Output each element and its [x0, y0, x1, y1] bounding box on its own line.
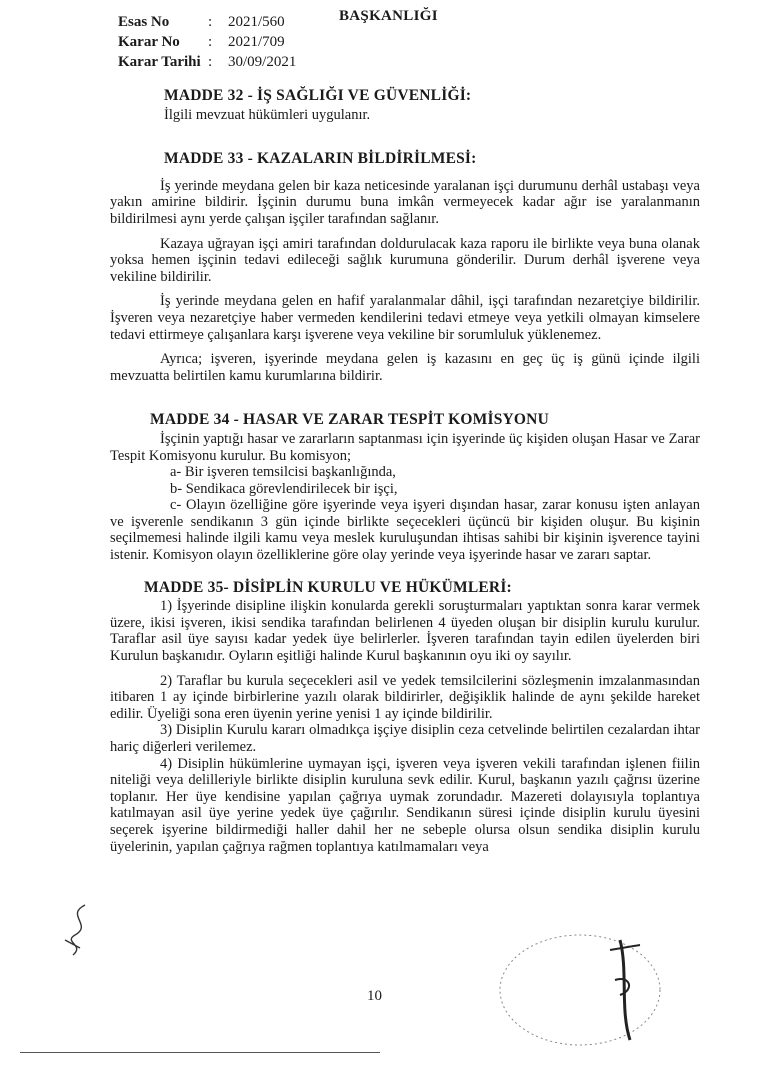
meta-label: Esas No — [118, 14, 170, 30]
page-number: 10 — [367, 988, 382, 1004]
article-34-paragraph-1: İşçinin yaptığı hasar ve zararların saptanması için işyerinde üç kişiden oluşan Hasar ve Zarar Tespit Komisyonu kurulur. Bu komisyon; — [110, 430, 700, 464]
footer-rule — [20, 1052, 380, 1053]
article-33-paragraph-4: Ayrıca; işveren, işyerinde meydana gelen iş kazasını en geç üç iş günü içinde ilgili mevzuatta belirtilen kamu kurumlarına bildirir. — [110, 351, 700, 384]
meta-row-karar — [118, 32, 296, 52]
meta-separator: : — [208, 34, 213, 50]
signature-mark — [55, 900, 105, 960]
article-33-paragraph-2: Kazaya uğrayan işçi amiri tarafından doldurulacak kaza raporu ile birlikte veya buna olanak yoksa hemen işçinin tedavi edileceği sağlık kurumuna gönderilir. Durum derhâl işverene veya vekiline bildirilir. — [110, 235, 700, 285]
article-35-paragraph-4: 4) Disiplin hükümlerine uymayan işçi, işveren veya işveren vekili tarafından işlenen fiilin niteliği veya delilleriyle birlikte disiplin kuruluna sevk edilir. Kurul, başkanın yazılı çağrısı üzerine toplanır. Her üye kendisine yapılan çağrıya uymak zorundadır. Mazereti dolayısıyla toplantıya katılmayan asil üye yerine yedek üye çağırılır. Sendikanın süresi içinde disiplin kurulu üyesini seçerek işyerine bildirmediği haller dahil her ne sebeple olursa olsun sendika disiplin kurulu üyelerinin, yapılan çağrıya rağmen toplantıya katılmamaları veya — [110, 755, 700, 855]
article-34-item-c: c- Olayın özelliğine göre işyerinde veya işyeri dışından hasar, zarar konusu işten anlayan ve işverenle sendikanın 3 gün içinde birlikte seçecekleri üçüncü bir kişiden oluşur. Bu kişinin seçilmemesi halinde ilgili kamu veya meslek kuruluşundan ihtisas sahibi bir kişinin işverence tayini istenir. Komisyon olayın özelliklerine göre olay yerinde veya işyerinde hasar ve zararı saptar. — [110, 497, 700, 564]
article-32-title: MADDE 32 - İŞ SAĞLIĞI VE GÜVENLİĞİ: — [164, 87, 472, 104]
article-35-title: MADDE 35- DİSİPLİN KURULU VE HÜKÜMLERİ: — [144, 578, 512, 596]
article-35-paragraph-2: 2) Taraflar bu kurula seçecekleri asil ve yedek temsilcilerini sözleşmenin imzalanmasından itibaren 1 ay içinde birbirlerine yazılı olarak bildirirler, değişiklik halinde de aynı şekilde hareket edilir. Üyeliği sona eren üyenin yerine yenisi 1 ay içinde bildirilir. — [110, 672, 700, 722]
header-title: BAŞKANLIĞI — [339, 8, 438, 24]
article-33-paragraph-3: İş yerinde meydana gelen en hafif yaralanmalar dâhil, işçi tarafından nezaretçiye bildirilir. İşveren veya nezaretçiye haber vermeden kendilerini tedavi etmeye veya yetkili olmayan kimselere tedavi ettirmeye çalışanlara karşı işverene veya vekiline bir sorumluluk yüklenemez. — [110, 293, 700, 343]
meta-label: Karar No — [118, 34, 180, 50]
article-34-item-a: a- Bir işveren temsilcisi başkanlığında, — [170, 464, 396, 481]
meta-row-esas — [118, 12, 296, 32]
article-34-title: MADDE 34 - HASAR VE ZARAR TESPİT KOMİSYONU — [150, 411, 549, 429]
article-35-paragraph-1: 1) İşyerinde disipline ilişkin konularda gerekli soruşturmaları yaptıktan sonra karar vermek üzere, ikisi işveren, ikisi sendika tarafından belirlenen 4 üyeden oluşan bir disiplin kurulu kurulur. Taraflar asil üye sayısı kadar yedek üye belirlerler. İşveren tarafından tayin edilen üyelerden biri Kurulun başkanıdır. Oyların eşitliği halinde Kurul başkanının oyu iki oy sayılır. — [110, 598, 700, 665]
article-33-title: MADDE 33 - KAZALARIN BİLDİRİLMESİ: — [164, 150, 477, 168]
document-body — [110, 88, 700, 855]
meta-value: 2021/709 — [228, 34, 285, 50]
meta-label: Karar Tarihi — [118, 54, 201, 70]
article-32-paragraph: İlgili mevzuat hükümleri uygulanır. — [164, 106, 371, 123]
meta-value: 2021/560 — [228, 14, 285, 30]
article-35-paragraph-3: 3) Disiplin Kurulu kararı olmadıkça işçiye disiplin ceza cetvelinde belirtilen cezalardan ihtar hariç diğerleri verilemez. — [110, 722, 700, 755]
article-34-item-b: b- Sendikaca görevlendirilecek bir işçi, — [170, 480, 398, 497]
article-33-paragraph-1: İş yerinde meydana gelen bir kaza neticesinde yaralanan işçi durumunu derhâl ustabaşı veya yakın amirine bildirir. İşçinin durumu buna imkân vermeyecek kadar ağır ise yaralanmanın bildirilmesi aynı yerde çalışan işçiler tarafından sağlanır. — [110, 177, 700, 227]
case-meta — [118, 12, 296, 72]
meta-separator: : — [208, 14, 213, 30]
meta-separator: : — [208, 54, 213, 70]
official-stamp — [470, 920, 670, 1050]
meta-row-karar-tarihi — [118, 52, 296, 72]
meta-value: 30/09/2021 — [228, 54, 297, 70]
